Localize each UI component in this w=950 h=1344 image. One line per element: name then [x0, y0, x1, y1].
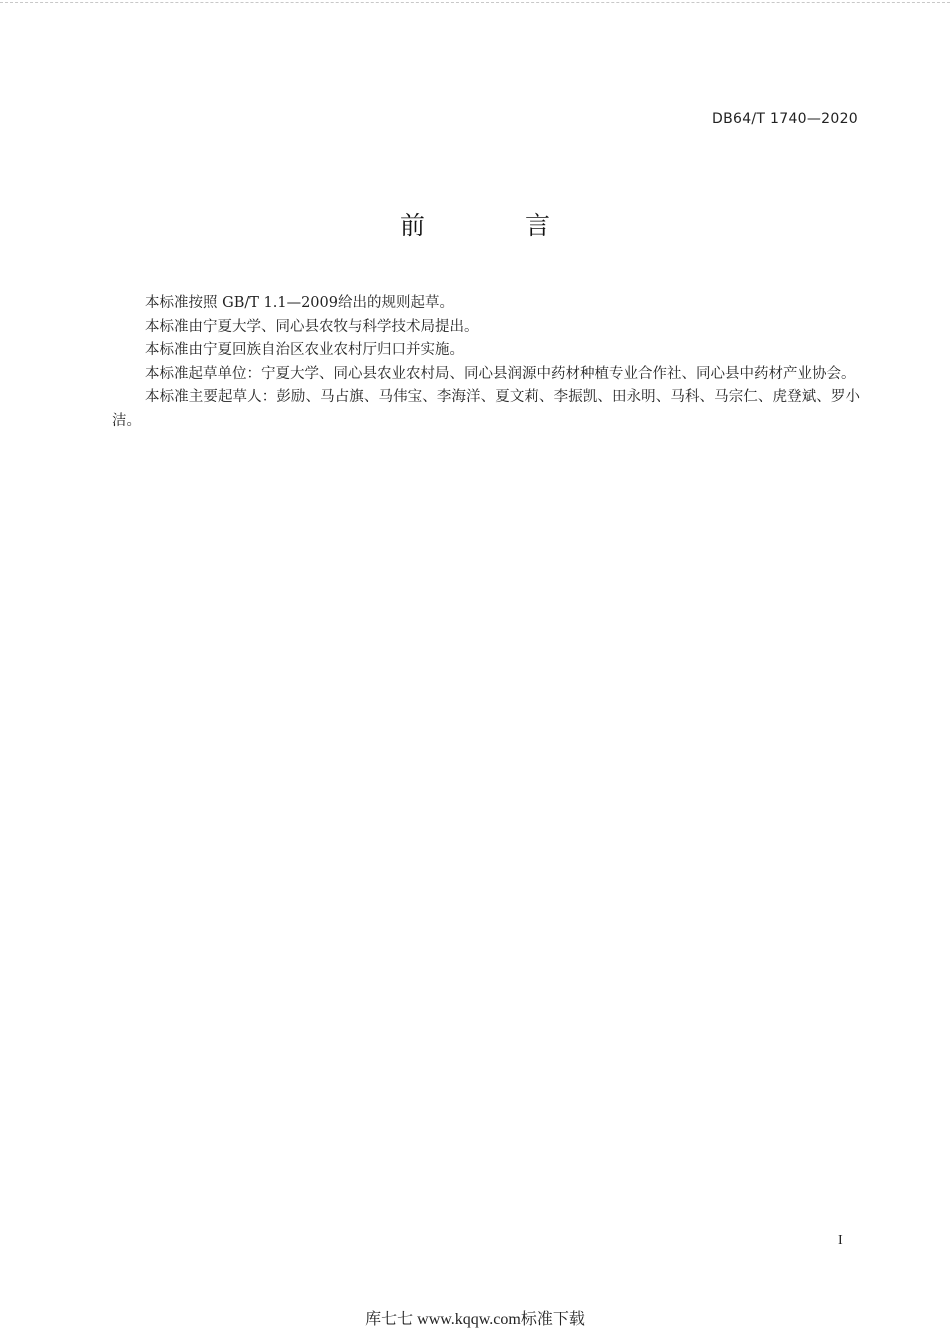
- paragraph-proposer: 本标准由宁夏大学、同心县农牧与科学技术局提出。: [145, 318, 479, 335]
- footer-watermark: 库七七 www.kqqw.com标准下载: [365, 1311, 585, 1328]
- top-scan-border: [0, 2, 950, 3]
- paragraph-drafters: 本标准主要起草人：彭励、马占旗、马伟宝、李海洋、夏文莉、李振凯、田永明、马科、马宗仁、虎登斌、罗小洁。: [112, 389, 860, 429]
- title-char-2: 言: [525, 211, 551, 240]
- standard-number: DB64/T 1740—2020: [712, 111, 858, 127]
- title-char-1: 前: [399, 211, 425, 240]
- paragraph-drafting-rules: 本标准按照 GB/T 1.1—2009给出的规则起草。: [145, 295, 454, 311]
- paragraph-drafting-units: 本标准起草单位：宁夏大学、同心县农业农村局、同心县润源中药材种植专业合作社、同心县中药材产业协会。: [145, 365, 856, 382]
- paragraph-administrator: 本标准由宁夏回族自治区农业农村厅归口并实施。: [145, 342, 464, 358]
- page-title: [0, 206, 950, 242]
- foreword-body: [112, 292, 860, 433]
- page-number: I: [838, 1233, 843, 1248]
